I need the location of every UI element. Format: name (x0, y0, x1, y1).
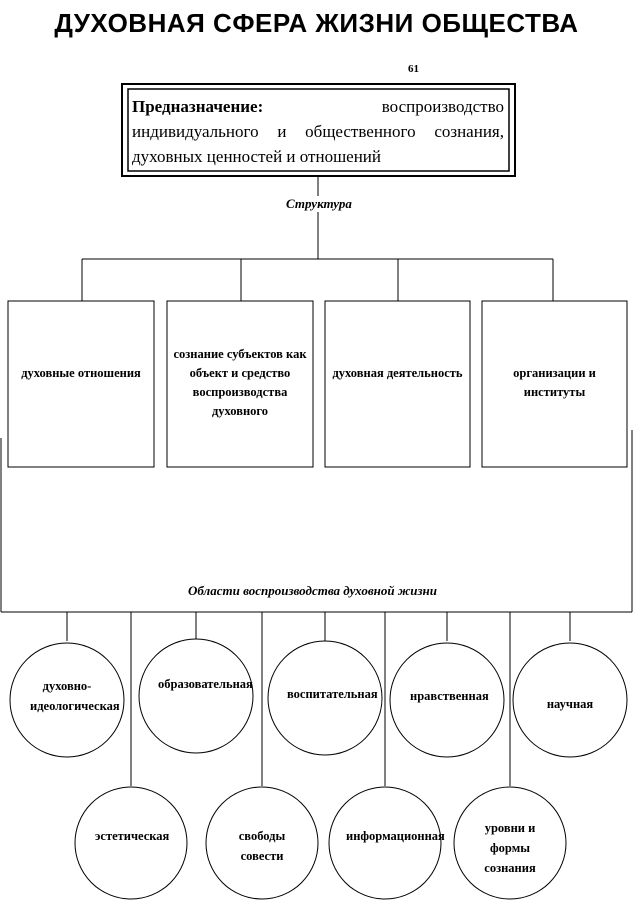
area-text-top-3: воспитательная (287, 687, 378, 701)
areas-label: Области воспроизводства духовной жизни (188, 583, 437, 598)
structure-box-3 (325, 301, 470, 467)
structure-label: Структура (286, 196, 352, 211)
structure-box-text-4: организации и институты (513, 366, 596, 399)
structure-box-1 (8, 301, 154, 467)
purpose-text: воспроизводство индивидуального и общественного сознания, духовных ценностей и отношений (132, 97, 504, 166)
area-text-top-2: образовательная (158, 677, 253, 691)
area-text-bottom-1: эстетическая (95, 829, 170, 843)
area-text-top-1: духовно-идеологическая (30, 679, 120, 713)
area-text-top-5: научная (546, 697, 594, 711)
structure-box-text-1: духовные отношения (21, 366, 141, 380)
page-number: 61 (408, 63, 419, 75)
structure-box-text-3: духовная деятельность (332, 366, 463, 380)
area-text-bottom-2: свободы совести (238, 829, 286, 863)
structure-box-text-2: сознание субъектов как объект и средство воспроизводства духовного (173, 347, 307, 418)
purpose-text-block (132, 94, 504, 169)
area-text-top-4: нравственная (410, 689, 489, 703)
purpose-label: Предназначение: (132, 97, 264, 116)
area-text-bottom-3: информационная (346, 829, 445, 843)
area-circle-top-2 (139, 639, 253, 753)
page-title: ДУХОВНАЯ СФЕРА ЖИЗНИ ОБЩЕСТВА (54, 8, 579, 38)
area-text-bottom-4: уровни и формы сознания (484, 821, 536, 875)
